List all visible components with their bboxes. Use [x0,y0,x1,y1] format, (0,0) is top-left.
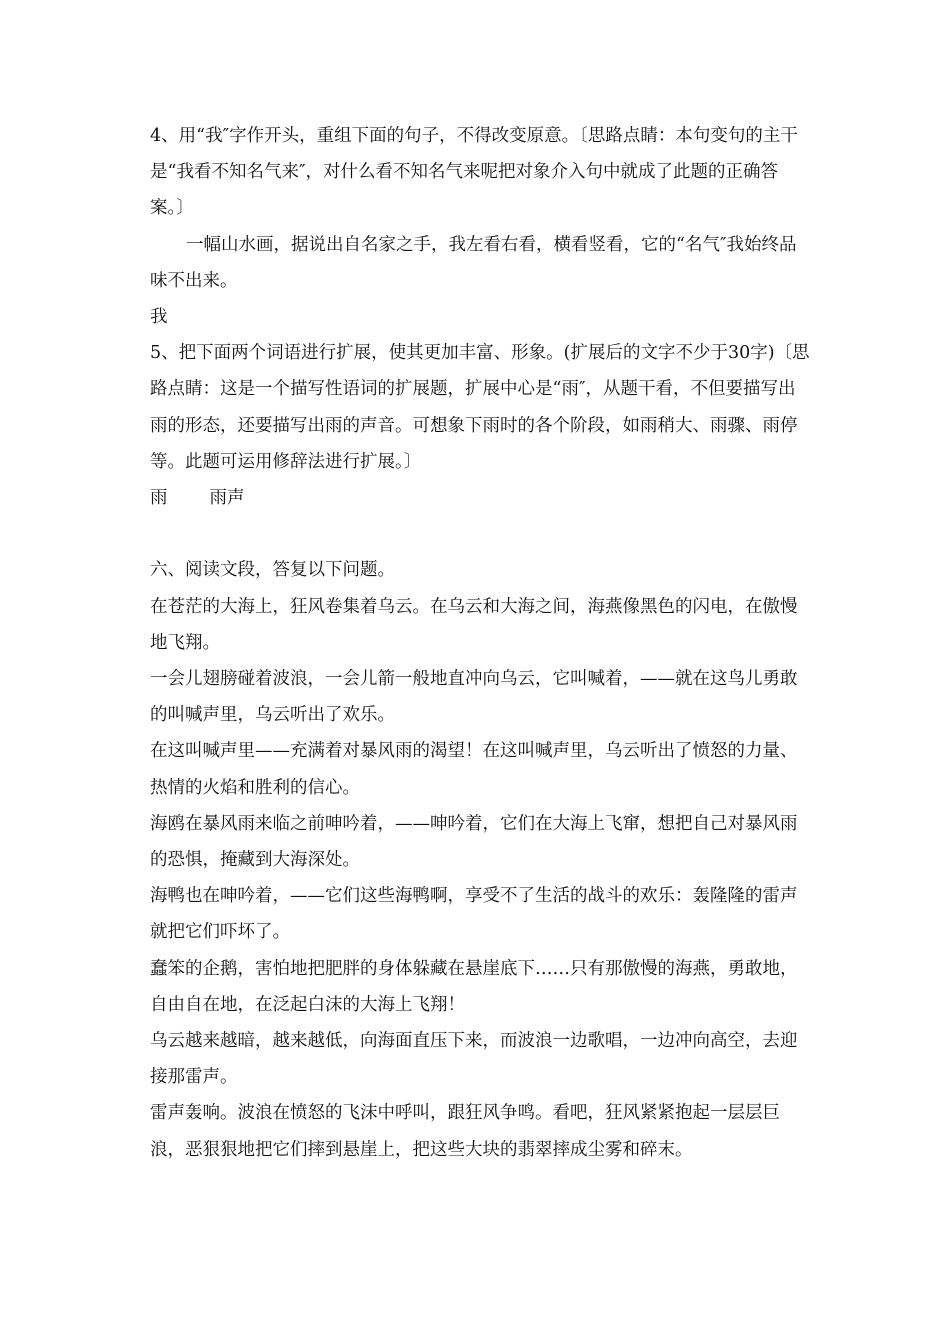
passage-paragraph: 一会儿翅膀碰着波浪，一会儿箭一般地直冲向乌云，它叫喊着，——就在这鸟儿勇敢的叫喊声里，乌云听出了欢乐。 [150,669,798,726]
question-5-instruction: 5、把下面两个词语进行扩展，使其更加丰富、形象。(扩展后的文字不少于30字)〔思路点睛：这是一个描写性语词的扩展题，扩展中心是“雨″，从题干看，不但要描写出雨的形态，还要描写出雨的声音。可想象下雨时的各个阶段，如雨稍大、雨骤、雨停等。此题可运用修辞法进行扩展。〕 [150,343,810,472]
section-6-heading: 六、阅读文段，答复以下问题。 [150,560,395,581]
question-4-instruction: 4、用“我″字作开头，重组下面的句子，不得改变原意。〔思路点睛：本句变句的主干是“我看不知名气来″，对什么看不知名气来呢把对象介入句中就成了此题的正确答案。〕 [150,126,798,219]
passage-paragraph: 海鸭也在呻吟着，——它们这些海鸭啊，享受不了生活的战斗的欢乐：轰隆隆的雷声就把它们吓坏了。 [150,886,798,943]
passage-paragraph: 乌云越来越暗，越来越低，向海面直压下来，而波浪一边歌唱，一边冲向高空，去迎接那雷声。 [150,1031,798,1088]
question-4-answer-start: 我 [150,307,168,328]
question-4-sentence: 一幅山水画，据说出自名家之手，我左看右看，横看竖看，它的“名气″我始终品味不出来。 [150,234,797,291]
passage-paragraph: 雷声轰响。波浪在愤怒的飞沫中呼叫，跟狂风争鸣。看吧，狂风紧紧抱起一层层巨浪，恶狠狠地把它们摔到悬崖上，把这些大块的翡翠摔成尘雾和碎末。 [150,1103,780,1160]
word-rain-sound: 雨声 [209,488,245,509]
word-rain: 雨 [150,488,168,509]
passage-paragraph: 蠢笨的企鹅，害怕地把肥胖的身体躲藏在悬崖底下……只有那傲慢的海燕，勇敢地，自由自在地，在泛起白沫的大海上飞翔！ [150,958,798,1015]
blank-line [150,516,810,552]
document-body [150,118,810,1168]
passage-paragraph: 在苍茫的大海上，狂风卷集着乌云。在乌云和大海之间，海燕像黑色的闪电，在傲慢地飞翔。 [150,596,798,653]
question-5-words [150,480,810,516]
passage-paragraph: 在这叫喊声里——充满着对暴风雨的渴望！在这叫喊声里，乌云听出了愤怒的力量、热情的火焰和胜利的信心。 [150,741,798,798]
passage-paragraph: 海鸥在暴风雨来临之前呻吟着，——呻吟着，它们在大海上飞窜，想把自己对暴风雨的恐惧，掩藏到大海深处。 [150,813,798,871]
